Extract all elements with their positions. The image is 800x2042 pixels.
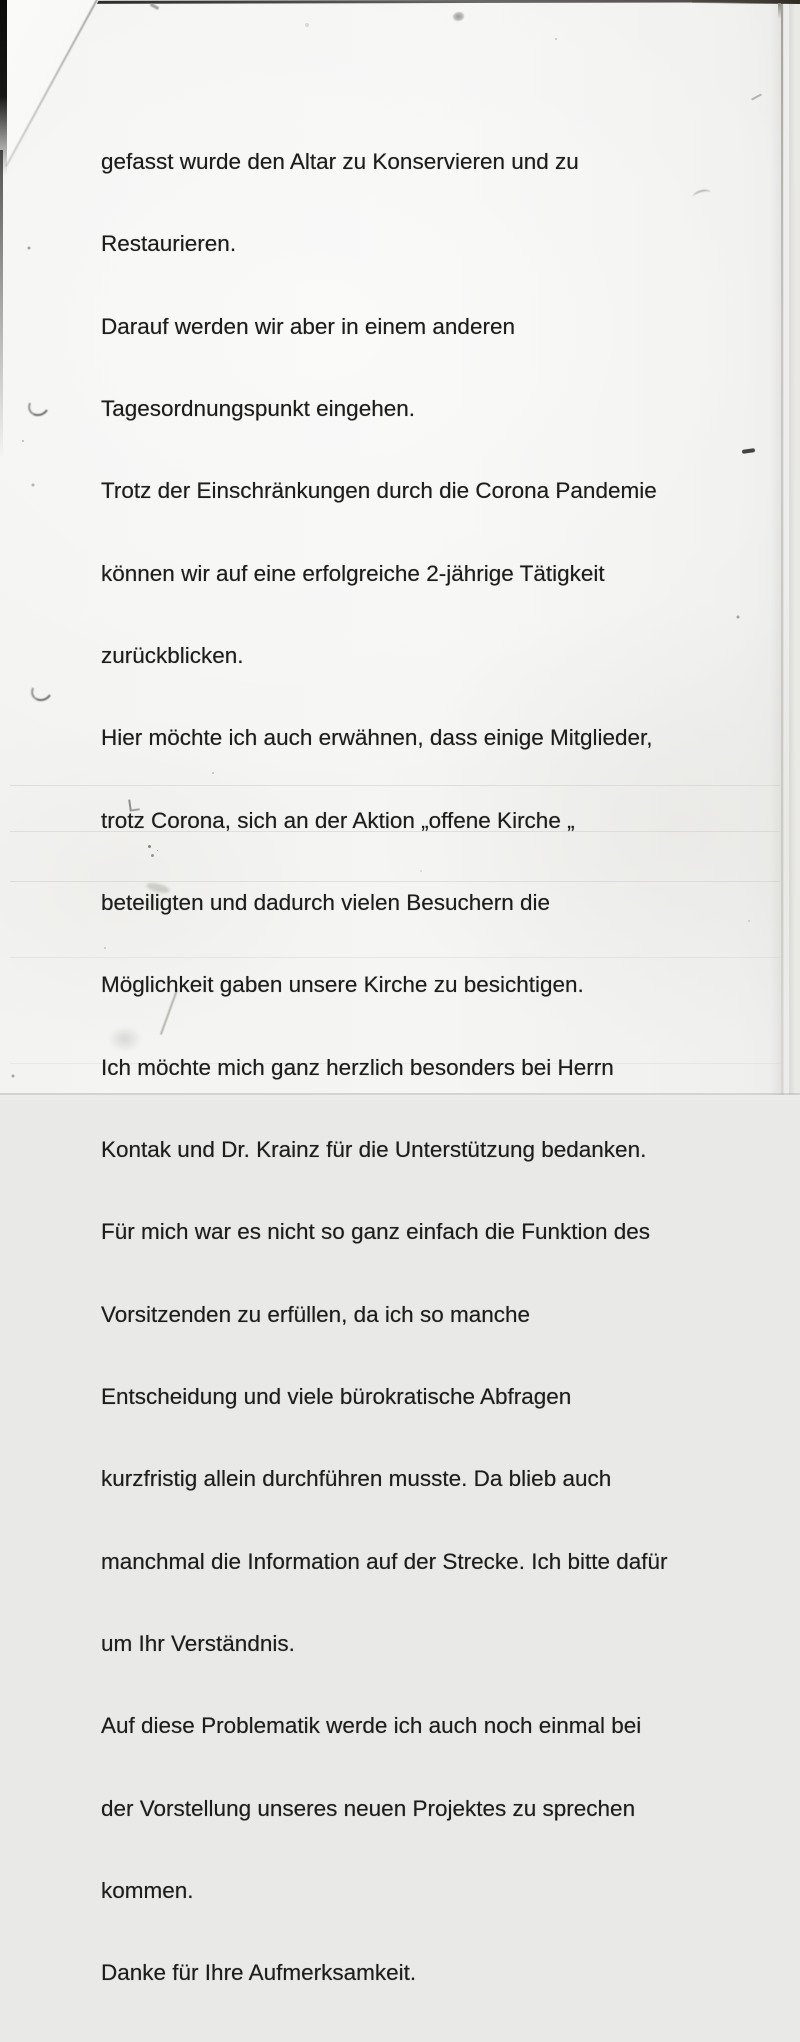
- text-line: Für mich war es nicht so ganz einfach die Funktion des: [101, 1219, 651, 1245]
- text-line: kommen.: [101, 1878, 194, 1904]
- text-line: beteiligten und dadurch vielen Besuchern die: [101, 890, 551, 915]
- punch-hole-shadow-upper: [26, 394, 52, 419]
- text-line: gefasst wurde den Altar zu Konservieren und zu: [101, 148, 579, 174]
- text-line: Ich möchte mich ganz herzlich besonders bei Herrn: [101, 1054, 614, 1080]
- text-line: Trotz der Einschränkungen durch die Corona Pandemie: [101, 478, 657, 504]
- text-line: Entscheidung und viele bürokratische Abfragen: [101, 1384, 572, 1410]
- text-line: manchmal die Information auf der Strecke. Ich bitte dafür: [101, 1548, 668, 1574]
- text-line: Tagesordnungspunkt eingehen.: [101, 395, 416, 421]
- document-text: [101, 93, 761, 2042]
- ink-blob-top: [453, 12, 464, 21]
- text-line: trotz Corona, sich an der Aktion „offene Kirche „: [101, 807, 575, 833]
- text-line: Hier möchte ich auch erwähnen, dass einige Mitglieder,: [101, 725, 653, 751]
- text-line: Danke für Ihre Aufmerksamkeit.: [101, 1960, 417, 1986]
- text-line: der Vorstellung unseres neuen Projektes zu sprechen: [101, 1795, 636, 1821]
- scan-top-right-edge: [692, 0, 800, 4]
- scan-left-edge-shadow-tail: [0, 150, 3, 460]
- tick-mark-top: [150, 3, 159, 10]
- text-line: zurückblicken.: [101, 642, 244, 668]
- scan-top-edge-line: [0, 0, 800, 4]
- text-line: Möglichkeit gaben unsere Kirche zu besichtigen.: [101, 972, 584, 998]
- punch-hole-shadow-lower: [29, 679, 55, 704]
- paper-right-edge: [789, 0, 800, 1100]
- scan-top-right-mark: [778, 3, 781, 19]
- text-line: Darauf werden wir aber in einem anderen: [101, 313, 515, 339]
- scan-left-edge-shadow: [0, 0, 7, 175]
- text-line: Restaurieren.: [101, 231, 237, 257]
- text-line: Vorsitzenden zu erfüllen, da ich so manche: [101, 1301, 531, 1327]
- dust-specks: [0, 0, 2, 2]
- text-line: um Ihr Verständnis.: [101, 1631, 295, 1657]
- text-line: kurzfristig allein durchführen musste. Da blieb auch: [101, 1466, 612, 1492]
- text-line: Kontak und Dr. Krainz für die Unterstützung bedanken.: [101, 1137, 647, 1163]
- text-line: können wir auf eine erfolgreiche 2-jährige Tätigkeit: [101, 560, 605, 586]
- text-line: Auf diese Problematik werde ich auch noch einmal bei: [101, 1713, 642, 1739]
- paper-fold-line-right: [781, 0, 783, 1100]
